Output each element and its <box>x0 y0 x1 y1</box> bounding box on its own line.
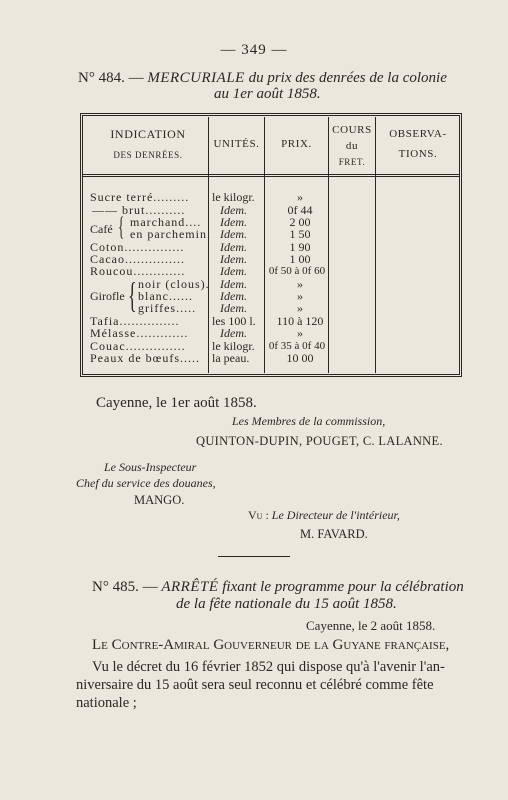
place-date: Cayenne, le 1er août 1858. <box>96 395 257 411</box>
header-indication: INDICATION <box>110 127 186 141</box>
header-observations-sub: TIONS. <box>398 148 438 160</box>
row-name: Peaux de bœufs..... <box>90 351 200 365</box>
row-unit: le kilogr. <box>212 190 255 204</box>
header-unites: UNITÉS. <box>213 138 260 150</box>
vu-title: Le Directeur de l'intérieur, <box>271 508 400 522</box>
row-name: en parchemin. <box>130 227 211 241</box>
row-unit: les 100 l. <box>212 314 256 328</box>
sous-inspecteur-title: Le Sous-Inspecteur <box>104 460 197 474</box>
row-unit: Idem. <box>220 240 247 254</box>
row-price: » <box>297 326 303 340</box>
header-cours-du: du <box>345 140 359 152</box>
paragraph-line: niversaire du 15 août sera seul reconnu et célébré comme fête <box>76 677 434 693</box>
heading-title-rest: du prix des denrées de la colonie <box>248 70 447 86</box>
row-unit: Idem. <box>220 252 247 266</box>
brace-icon: { <box>118 212 125 241</box>
vu-line <box>248 508 400 523</box>
header-observations: OBSERVA- <box>389 128 447 140</box>
row-price: 1 00 <box>289 252 311 266</box>
header-cours: COURS <box>332 124 372 136</box>
header-cours-fret: FRET. <box>338 157 366 167</box>
row-name: noir (clous). <box>138 277 210 291</box>
section-484-heading <box>78 70 447 87</box>
row-unit: Idem. <box>220 264 247 278</box>
heading-title-word: ARRÊTÉ <box>161 579 219 595</box>
row-name: griffes..... <box>138 301 197 315</box>
paragraph-line: Vu le décret du 16 février 1852 qui dispose qu'à l'avenir l'an- <box>92 659 445 675</box>
row-price: 10 00 <box>286 351 314 365</box>
page-number: — 349 — <box>220 42 288 58</box>
row-price: 2 00 <box>289 215 311 229</box>
row-unit: la peau. <box>212 351 250 365</box>
directeur-name: M. FAVARD. <box>300 527 368 541</box>
row-price: » <box>297 289 303 303</box>
gouverneur-line: Le Contre-Amiral Gouverneur de la Guyane française, <box>92 637 450 653</box>
group-cafe-label: Café <box>90 222 113 236</box>
section-485-heading-line2: de la fête nationale du 15 août 1858. <box>176 596 397 612</box>
row-name: marchand.... <box>130 215 202 229</box>
commission-label: Les Membres de la commission, <box>232 414 386 428</box>
vu-prefix: Vu : <box>248 508 269 522</box>
row-price: » <box>297 190 303 204</box>
section-number: N° 485. <box>92 579 139 595</box>
row-price: 110 à 120 <box>276 314 324 328</box>
heading-title-rest: fixant le programme pour la célébration <box>222 579 464 595</box>
row-unit: Idem. <box>220 203 247 217</box>
header-rule <box>83 174 459 177</box>
row-name: Roucou............. <box>90 264 186 278</box>
row-unit: Idem. <box>220 326 247 340</box>
row-name: Sucre terré......... <box>90 190 190 204</box>
row-name: Tafia............... <box>90 314 180 328</box>
sous-inspecteur-name: MANGO. <box>134 493 185 507</box>
row-name: Cacao............... <box>90 252 185 266</box>
paragraph-line: nationale ; <box>76 695 137 711</box>
row-name: —— brut.......... <box>92 203 186 217</box>
row-name: Couac............... <box>90 339 186 353</box>
row-price: » <box>297 301 303 315</box>
row-unit: Idem. <box>220 227 247 241</box>
row-price: 1 50 <box>289 227 311 241</box>
section-divider <box>218 556 290 557</box>
heading-dash: — <box>142 579 158 595</box>
heading-title-word: MERCURIALE <box>147 70 245 86</box>
row-price: 1 90 <box>289 240 311 254</box>
section-485-heading <box>92 579 464 596</box>
header-prix: PRIX. <box>281 138 312 150</box>
row-price: 0f 35 à 0f 40 <box>268 340 326 352</box>
column-divider <box>208 117 209 373</box>
brace-icon: { <box>128 275 137 315</box>
commission-names: QUINTON-DUPIN, POUGET, C. LALANNE. <box>196 434 443 448</box>
row-unit: Idem. <box>220 289 247 303</box>
row-price: 0f 44 <box>287 203 313 217</box>
group-girofle-label: Girofle <box>90 289 125 303</box>
row-unit: le kilogr. <box>212 339 255 353</box>
row-name: Coton............... <box>90 240 185 254</box>
row-unit: Idem. <box>220 215 247 229</box>
decree-date: Cayenne, le 2 août 1858. <box>306 618 436 633</box>
section-number: N° 484. <box>78 70 125 86</box>
header-indication-sub: DES DENRÉES. <box>113 150 183 160</box>
chef-service-title: Chef du service des douanes, <box>76 476 216 490</box>
section-484-heading-line2: au 1er août 1858. <box>214 86 321 102</box>
heading-dash: — <box>128 70 144 86</box>
row-name: Mélasse............. <box>90 326 189 340</box>
row-price: 0f 50 à 0f 60 <box>268 265 326 277</box>
row-price: » <box>297 277 303 291</box>
row-unit: Idem. <box>220 301 247 315</box>
row-name: blanc...... <box>138 289 193 303</box>
row-unit: Idem. <box>220 277 247 291</box>
